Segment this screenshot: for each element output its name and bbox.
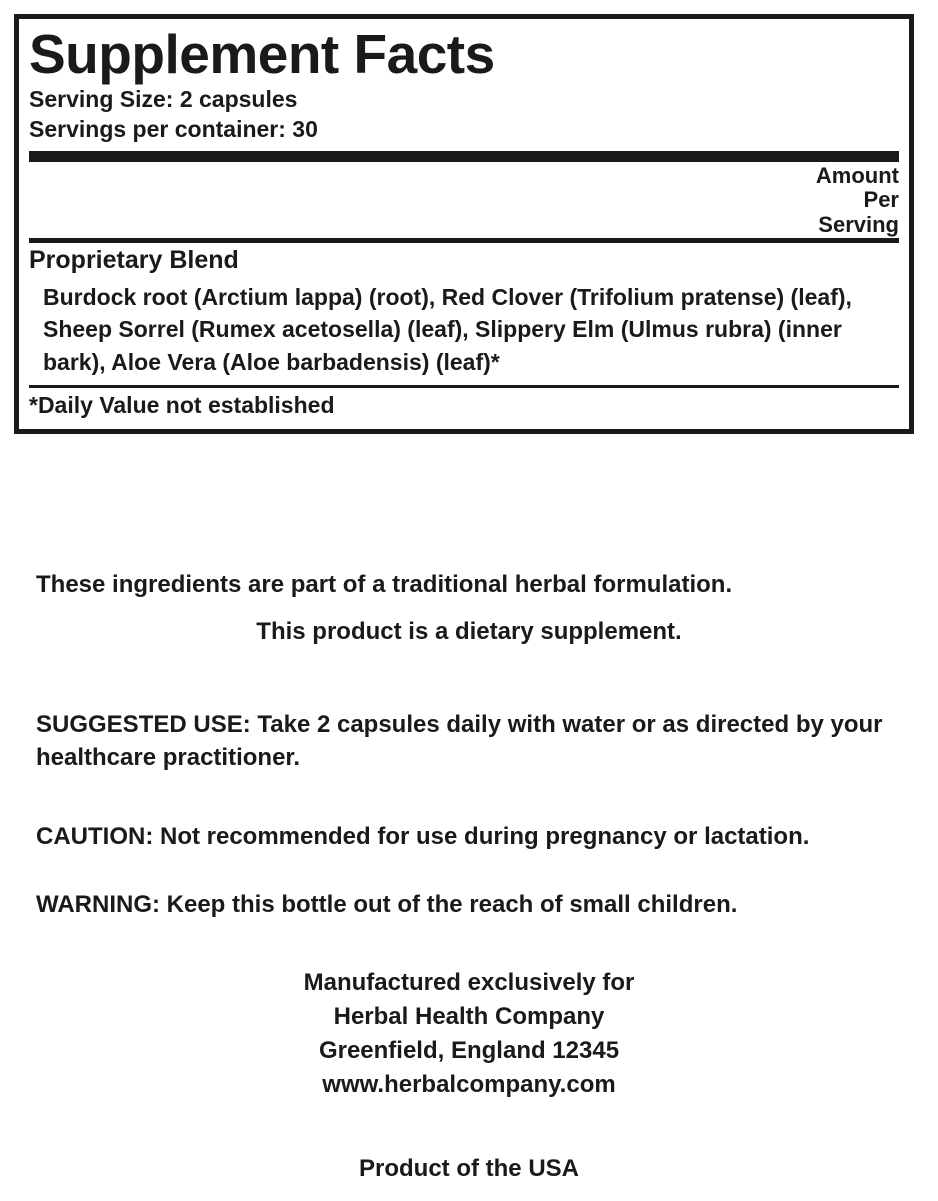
servings-per-container: Servings per container: 30: [29, 116, 318, 143]
supplement-facts-title: Supplement Facts: [29, 23, 495, 85]
manufacturer-line-2: Herbal Health Company: [333, 1003, 605, 1031]
suggested-use-paragraph: [36, 708, 902, 774]
blend-row: [29, 243, 899, 279]
manufacturer-line-1: Manufactured exclusively for: [303, 969, 635, 996]
suggested-use-text: Take 2 capsules daily with water or as directed by your healthcare practitioner.: [36, 711, 883, 772]
amount-per-serving-line1: Amount: [815, 162, 899, 188]
serving-size: Serving Size: 2 capsules: [29, 86, 298, 112]
caution-paragraph: CAUTION: Not recommended for use during pregnancy or lactation.: [36, 823, 810, 850]
divider-thick-top: [29, 151, 899, 162]
amount-per-serving-line3: Serving: [818, 211, 899, 237]
warning-block: [0, 888, 938, 921]
manufacturer-block: [0, 966, 938, 1102]
product-origin-block: [0, 1152, 938, 1186]
supplement-facts-panel: [14, 14, 914, 434]
intro-paragraph-line1: These ingredients are part of a traditional herbal formulation.: [36, 571, 733, 598]
daily-value-footnote: *Daily Value not established: [29, 391, 335, 418]
blend-name: Proprietary Blend: [29, 245, 239, 274]
manufacturer-line-3: Greenfield, England 12345: [318, 1037, 620, 1065]
intro-paragraph-line2: This product is a dietary supplement.: [256, 618, 682, 646]
suggested-use-label: SUGGESTED USE:: [36, 711, 251, 738]
suggested-use-block: [0, 708, 938, 774]
amount-per-serving-header: [29, 162, 899, 238]
intro-paragraph-block: [0, 568, 938, 648]
caution-block: [0, 820, 938, 853]
ingredient-list: Burdock root (Arctium lappa) (root), Red Clover (Trifolium pratense) (leaf), Sheep Sorrel (Rumex acetosella) (leaf), Slippery Elm (Ulmus rubra) (inner bark), Aloe Vera (Aloe barbadensis) (leaf)*: [43, 283, 852, 375]
manufacturer-website[interactable]: www.herbalcompany.com: [322, 1071, 616, 1099]
warning-paragraph: WARNING: Keep this bottle out of the reach of small children.: [36, 891, 738, 918]
amount-per-serving-line2: Per: [863, 187, 899, 213]
product-origin: Product of the USA: [359, 1155, 579, 1182]
